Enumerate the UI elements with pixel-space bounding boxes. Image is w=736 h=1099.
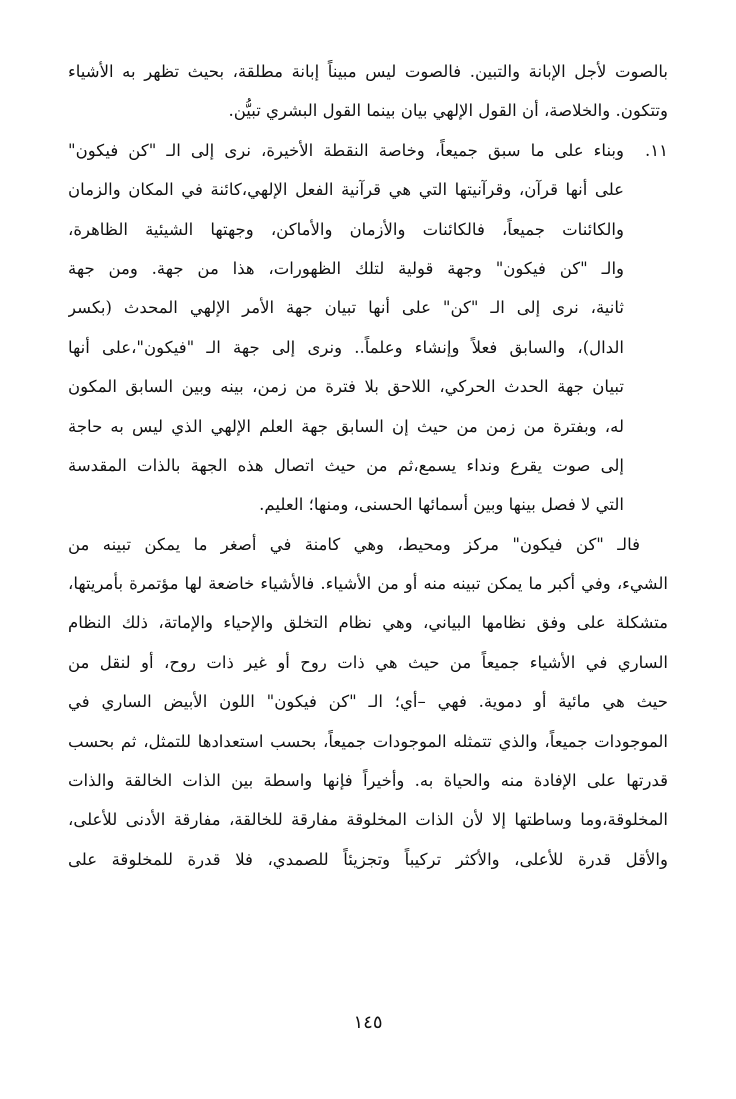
text-line: حيث هي مائية أو دموية. فهي –أي؛ الـ "كن فيكون" اللون الأبيض الساري في <box>68 692 668 712</box>
text-line: بالصوت لأجل الإبانة والتبين. فالصوت ليس مبيناً إبانة مطلقة، بحيث تظهر به الأشياء <box>68 62 668 81</box>
text-line <box>68 131 668 170</box>
paragraph-kun-fayakun <box>68 525 668 880</box>
text-line: قدرتها على الإفادة منه والحياة به. وأخيراً فإنها واسطة بين الذات الخالقة والذات <box>68 771 668 791</box>
text-line: المخلوقة،وما وساطتها إلا لأن الذات المخلوقة مفارقة للخالقة، مفارقة الأدنى للأعلى، <box>68 810 668 830</box>
text-line: متشكلة على وفق نظامها البياني، وهي نظام التخلق والإحياء والإماتة، ذلك النظام <box>68 613 668 633</box>
page-body <box>68 52 668 879</box>
text-line: والأقل قدرة للأعلى، والأكثر تركيباً وتجزيئاً للصمدي، فلا قدرة للمخلوقة على <box>68 849 668 869</box>
text-line: فالـ "كن فيكون" مركز ومحيط، وهي كامنة في أصغر ما يمكن تبينه من <box>68 534 640 554</box>
text-line: والكائنات جميعاً، فالكائنات والأزمان والأماكن، وجهتها الشيئية الظاهرة، <box>68 219 624 239</box>
text-line: تبيان جهة الحدث الحركي، اللاحق بلا فترة من زمن، بينه وبين السابق المكون <box>68 377 624 397</box>
text-line: التي لا فصل بينها وبين أسمائها الحسنى، ومنها؛ العليم. <box>259 495 624 515</box>
numbered-paragraph-11 <box>68 131 668 525</box>
text-line: على أنها قرآن، وقرآنيتها التي هي قرآنية الفعل الإلهي،كائنة في المكان والزمان <box>68 180 624 200</box>
page-number: ١٤٥ <box>353 1012 383 1033</box>
text-line: الموجودات جميعاً، والذي تتمثله الموجودات جميعاً، بحسب استعدادها للتمثل، ثم بحسب <box>68 731 668 751</box>
text-line: ثانية، نرى إلى الـ "كن" على أنها تبيان جهة الأمر الإلهي المحدث (بكسر <box>68 298 624 318</box>
text-line: له، وبفترة من زمن من حيث إن السابق جهة العلم الإلهي الذي ليس به حاجة <box>68 416 624 436</box>
text-line: الشيء، وفي أكبر ما يمكن تبينه منه أو من الأشياء. فالأشياء خاضعة لها مؤتمرة بأمريتها، <box>68 574 668 594</box>
text-line: الساري في الأشياء جميعاً من حيث هي ذات روح أو غير ذات روح، أو لنقل من <box>68 652 668 672</box>
text-line: الدال)، والسابق فعلاً وإنشاء وعلماً.. ونرى إلى جهة الـ "فيكون"،على أنها <box>68 337 624 357</box>
item-number: ١١. <box>645 140 668 160</box>
paragraph-continuation <box>68 52 668 131</box>
text-line: إلى صوت يقرع ونداء يسمع،ثم من حيث اتصال هذه الجهة بالذات المقدسة <box>68 455 624 475</box>
text-line: والـ "كن فيكون" وجهة قولية لتلك الظهورات، هذا من جهة. ومن جهة <box>68 258 624 278</box>
text-line: وتتكون. والخلاصة، أن القول الإلهي بيان بينما القول البشري تبيُّن. <box>228 101 668 121</box>
item-first-line-text: وبناء على ما سبق جميعاً، وخاصة النقطة الأخيرة، نرى إلى الـ "كن فيكون" <box>68 140 624 160</box>
